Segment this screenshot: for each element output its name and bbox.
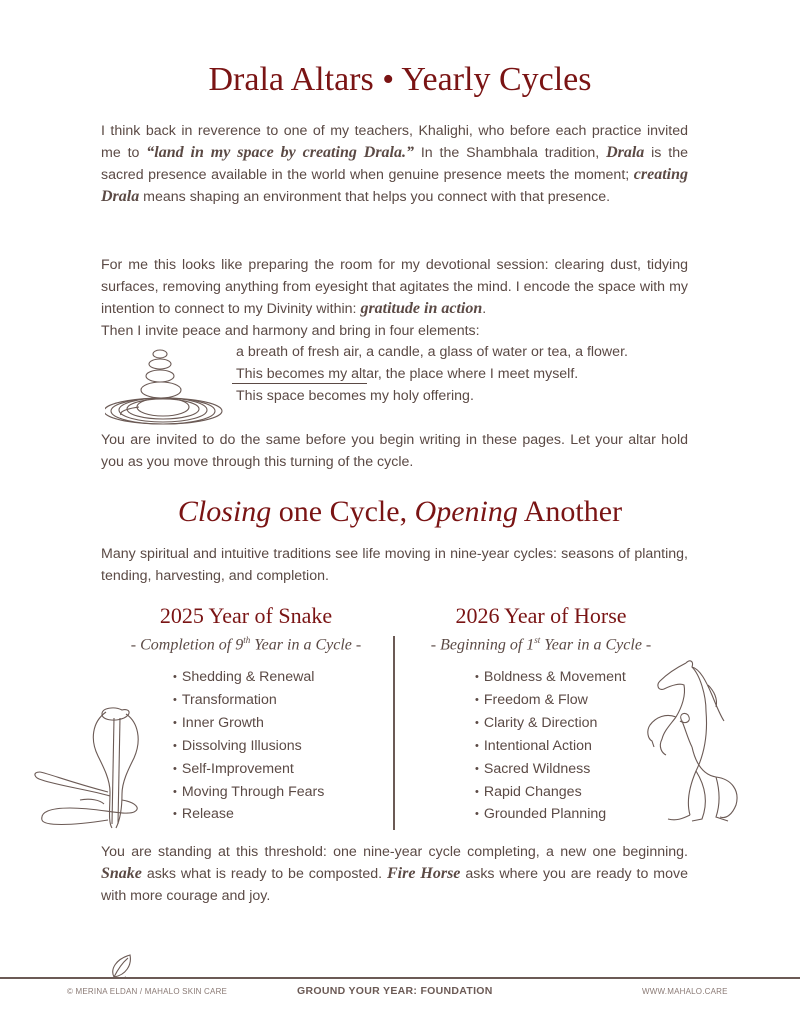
text-span: In the Shambhala tradition, (414, 145, 607, 161)
intro-paragraph-2 (101, 254, 688, 342)
heading-opening: Opening (414, 495, 518, 528)
heading-text: Another (517, 495, 623, 528)
footer-copyright: © MERINA ELDAN / MAHALO SKIN CARE (67, 987, 228, 996)
footer-website: WWW.MAHALO.CARE (642, 987, 728, 996)
text-span: asks where you are ready to move with more courage and joy. (101, 866, 688, 904)
text-span: - Completion of 9 (130, 636, 244, 654)
text-span: Year in a Cycle - (540, 636, 652, 654)
list-item: • Sacred Wildness (475, 759, 626, 782)
list-item: • Transformation (173, 690, 324, 713)
stacked-stones-icon (105, 345, 235, 425)
list-item: • Intentional Action (475, 736, 626, 759)
altar-line: This becomes my altar, the place where I meet myself. (236, 366, 579, 382)
list-item: • Rapid Changes (475, 782, 626, 805)
list-item: • Grounded Planning (475, 804, 626, 827)
snake-qualities-list (173, 667, 324, 827)
list-item: • Inner Growth (173, 713, 324, 736)
altar-elements (236, 341, 628, 407)
text-span: I think back in reverence to one of my teachers, Khalighi, who before each practice invited me to (101, 123, 688, 161)
text-span: means shaping an environment that helps you connect with that presence. (139, 189, 611, 205)
list-item: • Dissolving Illusions (173, 736, 324, 759)
text-span: - Beginning of 1 (430, 636, 535, 654)
list-item: • Freedom & Flow (475, 690, 626, 713)
text-span: Year in a Cycle - (250, 636, 362, 654)
horse-year-subtitle (395, 629, 687, 656)
column-divider (393, 636, 395, 830)
creating-drala-term: creating Drala (101, 166, 688, 205)
intro-paragraph-1 (101, 120, 688, 208)
four-elements-line: Then I invite peace and harmony and bring in four elements: (101, 323, 480, 339)
text-span: You are standing at this threshold: one nine-year cycle completing, a new one beginning. (101, 844, 688, 860)
heading-closing: Closing (177, 495, 272, 528)
leaf-icon (108, 953, 136, 979)
snake-year-title: 2025 Year of Snake (159, 603, 333, 628)
list-item: • Shedding & Renewal (173, 667, 324, 690)
heading-text: one Cycle, (271, 495, 415, 528)
list-item: • Moving Through Fears (173, 782, 324, 805)
fire-horse-term: Fire Horse (387, 865, 461, 882)
footer-rule (0, 977, 800, 979)
gratitude-phrase: gratitude in action (360, 300, 483, 317)
list-item: • Self-Improvement (173, 759, 324, 782)
altar-line: a breath of fresh air, a candle, a glass of water or tea, a flower. (236, 344, 628, 360)
altar-line: This space becomes my holy offering. (236, 388, 474, 404)
cycles-paragraph: Many spiritual and intuitive traditions see life moving in nine-year cycles: seasons of planting, tending, harvesting, and completion. (101, 546, 688, 584)
snake-line-art-icon (30, 700, 175, 830)
teacher-quote: “land in my space by creating Drala.” (146, 144, 414, 161)
horse-year-title: 2026 Year of Horse (455, 603, 627, 628)
text-span: asks what is ready to be composted. (141, 866, 387, 882)
text-span: . (482, 301, 487, 317)
footer-title: GROUND YOUR YEAR: FOUNDATION (297, 985, 493, 997)
text-span: is the sacred presence available in the world when genuine presence meets the moment; (101, 145, 688, 183)
intro-paragraph-3: You are invited to do the same before you begin writing in these pages. Let your altar hold you as you move through this turning of the cycle. (101, 432, 688, 470)
list-item: • Boldness & Movement (475, 667, 626, 690)
drala-term: Drala (606, 144, 645, 161)
horse-line-art-icon (636, 655, 746, 827)
text-span: For me this looks like preparing the room for my devotional session: clearing dust, tidying surfaces, removing anything from eyesight that agitates the mind. I encode the space with my intention to connect to my Divinity within: (101, 257, 688, 317)
list-item: • Release (173, 804, 324, 827)
horse-qualities-list (475, 667, 626, 827)
ordinal-suffix: th (243, 635, 251, 645)
section-heading (0, 492, 800, 532)
threshold-paragraph (101, 841, 688, 907)
page-title: Drala Altars • Yearly Cycles (208, 61, 592, 98)
snake-term: Snake (101, 865, 142, 882)
list-item: • Clarity & Direction (475, 713, 626, 736)
ordinal-suffix: st (534, 635, 541, 645)
snake-year-subtitle (100, 629, 392, 656)
